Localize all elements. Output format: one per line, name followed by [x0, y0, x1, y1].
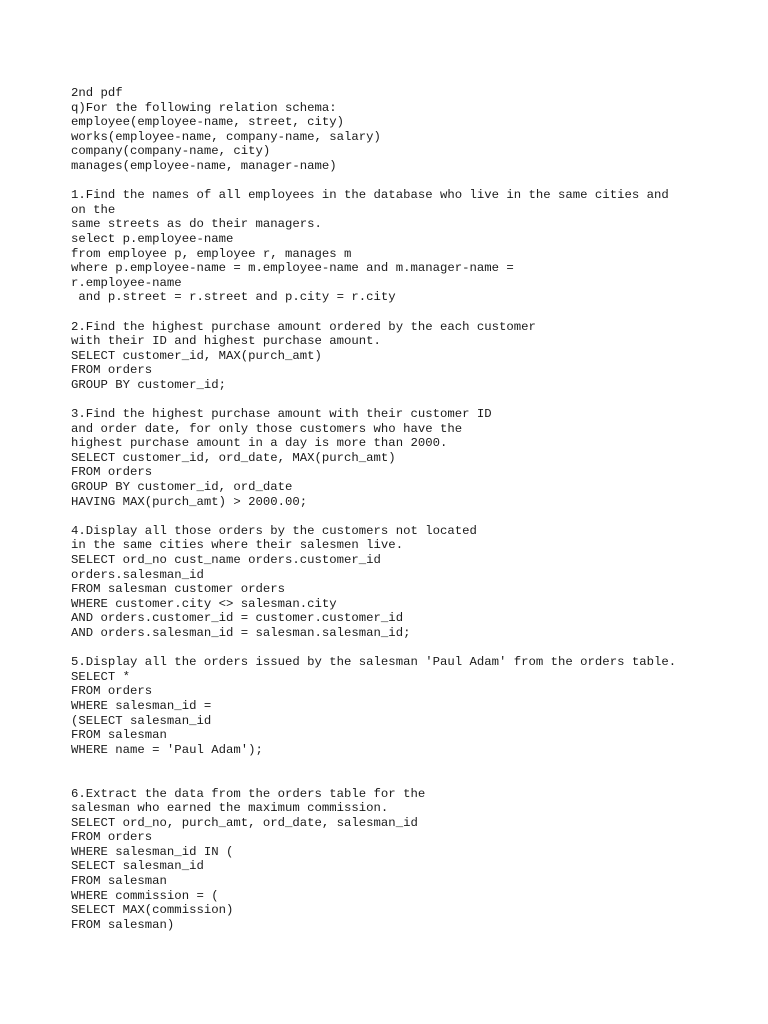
text-line: 3.Find the highest purchase amount with their customer ID	[71, 407, 492, 422]
text-line: orders.salesman_id	[71, 567, 204, 582]
text-line: WHERE commission = (	[71, 888, 219, 903]
text-line: SELECT ord_no cust_name orders.customer_id	[71, 553, 381, 567]
text-line: FROM salesman customer orders	[71, 582, 286, 597]
question-5	[71, 655, 751, 757]
text-line: FROM orders	[71, 684, 153, 699]
text-line: r.employee-name	[71, 275, 182, 290]
spacer	[71, 392, 751, 407]
text-line: GROUP BY customer_id, ord_date	[71, 480, 293, 495]
text-line: on the	[71, 202, 116, 217]
text-line: from employee p, employee r, manages m	[71, 246, 352, 261]
text-line: AND orders.salesman_id = salesman.salesman_id;	[71, 625, 411, 640]
text-line: manages(employee-name, manager-name)	[71, 158, 337, 173]
text-line: FROM orders	[71, 465, 153, 480]
text-line: SELECT customer_id, ord_date, MAX(purch_amt)	[71, 450, 396, 465]
text-line: 1.Find the names of all employees in the database who live in the same cities and	[71, 188, 669, 203]
text-line: SELECT *	[71, 669, 131, 684]
text-line: and p.street = r.street and p.city = r.city	[71, 290, 396, 305]
text-line: WHERE customer.city <> salesman.city	[71, 596, 337, 611]
text-line: SELECT MAX(commission)	[71, 903, 234, 918]
text-line: HAVING MAX(purch_amt) > 2000.00;	[71, 494, 308, 509]
spacer	[71, 509, 751, 524]
text-line: WHERE salesman_id IN (	[71, 844, 234, 859]
text-line: FROM orders	[71, 363, 153, 378]
question-2	[71, 320, 751, 393]
spacer	[71, 305, 751, 320]
spacer	[71, 757, 751, 786]
text-line: 4.Display all those orders by the customers not located	[71, 523, 477, 538]
document-body	[71, 86, 751, 932]
text-line: SELECT customer_id, MAX(purch_amt)	[71, 348, 322, 363]
text-line: employee(employee-name, street, city)	[71, 115, 345, 130]
text-line: 5.Display all the orders issued by the salesman 'Paul Adam' from the orders table.	[71, 655, 677, 670]
text-line: WHERE salesman_id =	[71, 698, 212, 713]
text-line: where p.employee-name = m.employee-name and m.manager-name =	[71, 261, 514, 276]
text-line: select p.employee-name	[71, 231, 234, 246]
question-4	[71, 524, 751, 641]
doc-title: 2nd pdf	[71, 86, 123, 100]
text-line: salesman who earned the maximum commission.	[71, 801, 389, 816]
text-line: q)For the following relation schema:	[71, 100, 337, 115]
question-3	[71, 407, 751, 509]
text-line: works(employee-name, company-name, salary)	[71, 129, 381, 144]
text-line: GROUP BY customer_id;	[71, 377, 226, 392]
spacer	[71, 174, 751, 189]
question-6	[71, 787, 751, 933]
text-line: and order date, for only those customers who have the	[71, 421, 463, 436]
text-line: FROM orders	[71, 830, 153, 845]
spacer	[71, 641, 751, 656]
schema-section	[71, 86, 751, 174]
text-line: SELECT salesman_id	[71, 859, 204, 874]
text-line: company(company-name, city)	[71, 144, 271, 159]
text-line: AND orders.customer_id = customer.customer_id	[71, 611, 404, 626]
text-line: (SELECT salesman_id	[71, 713, 212, 728]
text-line: FROM salesman	[71, 874, 167, 889]
text-line: 6.Extract the data from the orders table for the	[71, 786, 426, 801]
text-line: same streets as do their managers.	[71, 217, 322, 232]
text-line: in the same cities where their salesmen live.	[71, 538, 404, 553]
text-line: FROM salesman)	[71, 917, 175, 932]
text-line: highest purchase amount in a day is more than 2000.	[71, 436, 448, 451]
text-line: with their ID and highest purchase amount.	[71, 334, 381, 349]
text-line: 2.Find the highest purchase amount ordered by the each customer	[71, 319, 536, 334]
question-1	[71, 188, 751, 305]
text-line: WHERE name = 'Paul Adam');	[71, 742, 263, 757]
text-line: FROM salesman	[71, 728, 167, 743]
text-line: SELECT ord_no, purch_amt, ord_date, salesman_id	[71, 815, 418, 830]
